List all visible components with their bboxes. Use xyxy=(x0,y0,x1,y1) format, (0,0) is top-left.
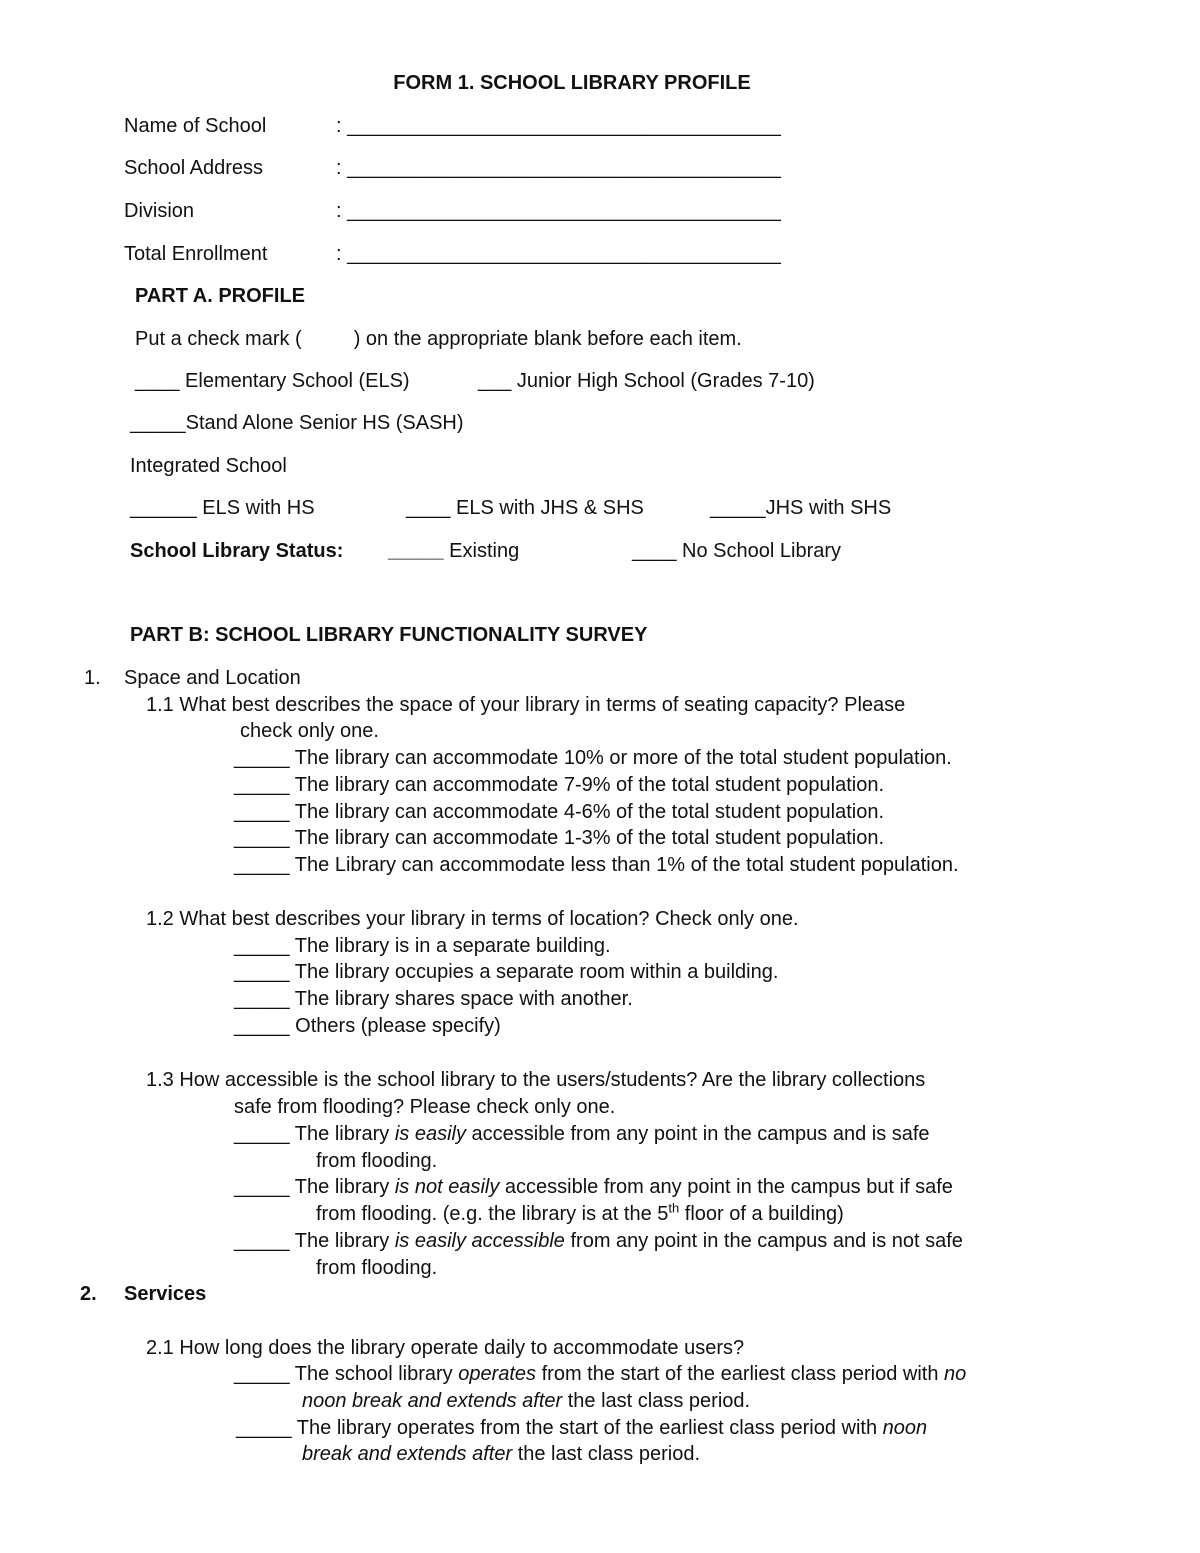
q13-a-blank: _____ The library xyxy=(234,1123,395,1145)
option-els-with-jhs-shs[interactable]: ____ ELS with JHS & SHS xyxy=(406,497,644,519)
q21-a-emphasis: operates xyxy=(458,1363,537,1385)
q13-a-continuation: from flooding. xyxy=(316,1150,438,1172)
integrated-school-label: Integrated School xyxy=(130,455,287,477)
q12-option[interactable]: _____ The library shares space with another. xyxy=(234,988,633,1010)
field-label-school-name: Name of School xyxy=(124,115,267,137)
part-a-instruction xyxy=(135,327,742,351)
q13-option-not-easily[interactable] xyxy=(234,1175,953,1199)
instruction-after: ) on the appropriate blank before each item. xyxy=(353,328,742,350)
library-status-label: School Library Status: xyxy=(130,540,344,562)
field-blank-school-name[interactable]: : _______________________________________ xyxy=(336,115,781,137)
q13-c-emphasis: is easily accessible xyxy=(394,1230,565,1252)
q21-b-blank: _____ The library operates from the start of the earliest class period with xyxy=(236,1417,883,1439)
section-2-number: 2. xyxy=(80,1283,97,1305)
question-1-1-line2: check only one. xyxy=(240,720,379,742)
q13-b-rest: accessible from any point in the campus but if safe xyxy=(499,1176,953,1198)
instruction-before: Put a check mark ( xyxy=(135,328,302,350)
q21-a-cont-emphasis: noon break and extends after xyxy=(302,1390,563,1412)
part-b-heading: PART B: SCHOOL LIBRARY FUNCTIONALITY SURVEY xyxy=(130,624,648,646)
question-2-1: 2.1 How long does the library operate daily to accommodate users? xyxy=(146,1337,745,1359)
option-sash[interactable]: _____Stand Alone Senior HS (SASH) xyxy=(130,412,464,434)
q13-c-rest: from any point in the campus and is not safe xyxy=(564,1230,963,1252)
field-blank-division[interactable]: : _______________________________________ xyxy=(336,200,781,222)
q21-b-cont-emphasis: break and extends after xyxy=(302,1443,513,1465)
existing-blank: _____ xyxy=(388,540,444,562)
option-jhs-with-shs[interactable]: _____JHS with SHS xyxy=(710,497,892,519)
q21-a-blank: _____ The school library xyxy=(234,1363,459,1385)
q13-c-blank: _____ The library xyxy=(234,1230,395,1252)
q21-b-cont-rest: the last class period. xyxy=(512,1443,701,1465)
q21-a-cont-rest: the last class period. xyxy=(562,1390,751,1412)
q13-option-easily-not-safe[interactable] xyxy=(234,1229,963,1253)
q12-option[interactable]: _____ The library occupies a separate room within a building. xyxy=(234,961,779,983)
option-no-school-library[interactable]: ____ No School Library xyxy=(632,540,842,562)
option-existing[interactable] xyxy=(388,539,519,563)
q21-b-emphasis: noon xyxy=(882,1417,928,1439)
q13-b-emphasis: is not easily xyxy=(394,1176,500,1198)
q11-option[interactable]: _____ The library can accommodate 1-3% of the total student population. xyxy=(234,827,885,849)
option-els[interactable]: ____ Elementary School (ELS) xyxy=(135,370,410,392)
q21-a-mid: from the start of the earliest class period with xyxy=(536,1363,945,1385)
q21-b-continuation xyxy=(302,1442,700,1466)
question-1-3-line2: safe from flooding? Please check only one. xyxy=(234,1096,616,1118)
field-label-school-address: School Address xyxy=(124,157,263,179)
q13-option-easily-safe[interactable] xyxy=(234,1122,930,1146)
field-blank-school-address[interactable]: : _______________________________________ xyxy=(336,157,781,179)
form-title: FORM 1. SCHOOL LIBRARY PROFILE xyxy=(393,72,751,94)
q13-b-superscript: th xyxy=(668,1200,680,1216)
field-blank-total-enrollment[interactable]: : _______________________________________ xyxy=(336,243,781,265)
q21-option-no-noon-break[interactable] xyxy=(234,1362,966,1386)
question-1-2: 1.2 What best describes your library in terms of location? Check only one. xyxy=(146,908,799,930)
q13-b-continuation xyxy=(316,1202,844,1226)
section-1-number: 1. xyxy=(84,667,101,689)
q21-a-emphasis-no: no xyxy=(944,1363,967,1385)
q11-option[interactable]: _____ The library can accommodate 7-9% of the total student population. xyxy=(234,774,885,796)
q12-option[interactable]: _____ The library is in a separate building. xyxy=(234,935,611,957)
q13-b-cont-a: from flooding. (e.g. the library is at the 5 xyxy=(316,1203,669,1225)
q12-option[interactable]: _____ Others (please specify) xyxy=(234,1015,501,1037)
section-1-title: Space and Location xyxy=(124,667,301,689)
q13-a-emphasis: is easily xyxy=(394,1123,466,1145)
section-2-title: Services xyxy=(124,1283,207,1305)
part-a-heading: PART A. PROFILE xyxy=(135,285,305,307)
q13-b-cont-b: floor of a building) xyxy=(679,1203,844,1225)
field-label-total-enrollment: Total Enrollment xyxy=(124,243,268,265)
q13-c-continuation: from flooding. xyxy=(316,1257,438,1279)
question-1-3-line1: 1.3 How accessible is the school library to the users/students? Are the library collections xyxy=(146,1069,926,1091)
question-1-1-line1: 1.1 What best describes the space of your library in terms of seating capacity? Please xyxy=(146,694,906,716)
q13-b-blank: _____ The library xyxy=(234,1176,395,1198)
option-jhs[interactable]: ___ Junior High School (Grades 7-10) xyxy=(478,370,815,392)
q11-option[interactable]: _____ The library can accommodate 10% or more of the total student population. xyxy=(234,747,952,769)
q13-a-rest: accessible from any point in the campus and is safe xyxy=(465,1123,930,1145)
q21-a-continuation xyxy=(302,1389,750,1413)
q21-option-with-noon-break[interactable] xyxy=(236,1416,927,1440)
q11-option[interactable]: _____ The Library can accommodate less than 1% of the total student population. xyxy=(234,854,959,876)
existing-label: Existing xyxy=(443,540,520,562)
q11-option[interactable]: _____ The library can accommodate 4-6% of the total student population. xyxy=(234,801,885,823)
option-els-with-hs[interactable]: ______ ELS with HS xyxy=(130,497,315,519)
field-label-division: Division xyxy=(124,200,195,222)
